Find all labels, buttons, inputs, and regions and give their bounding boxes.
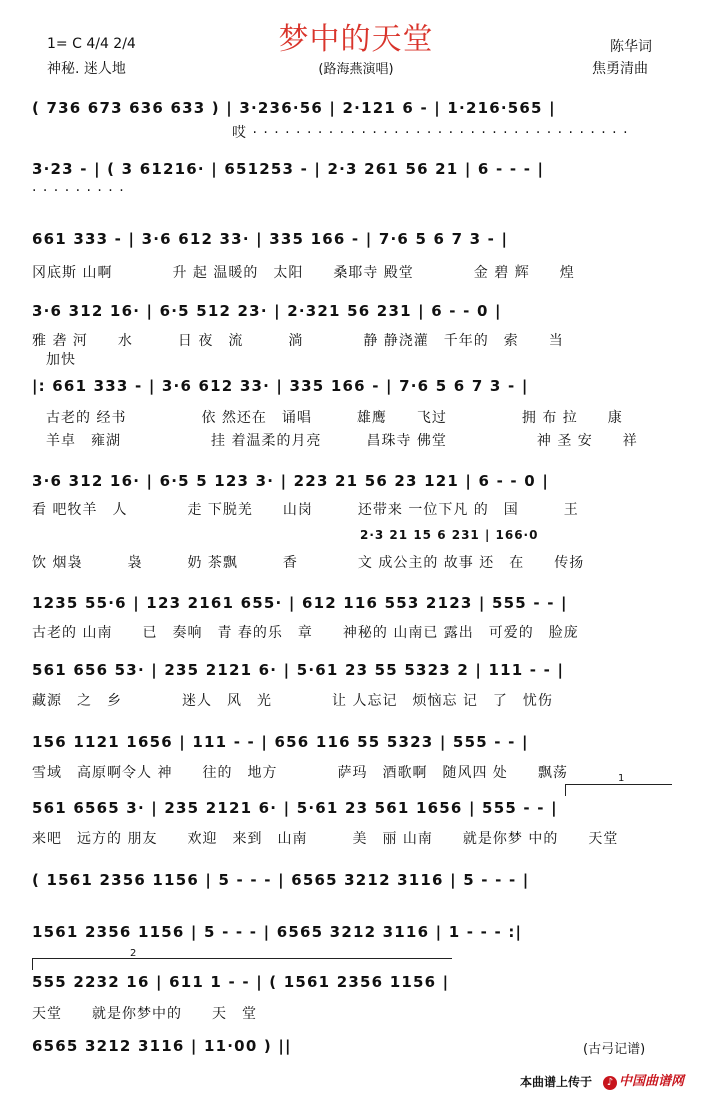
volta-bracket-1 [565, 784, 672, 785]
notation-line: 156 1121 1656 | 111 - - | 656 116 55 5323 | 555 - - | [32, 733, 529, 751]
notation-line: 3·23 - | ( 3 61216· | 651253 - | 2·3 261 56 21 | 6 - - - | [32, 160, 545, 178]
notation-line: 3·6 312 16· | 6·5 5 123 3· | 223 21 56 23 121 | 6 - - 0 | [32, 472, 550, 490]
lyric-line: 哎 · · · · · · · · · · · · · · · · · · · · · · · · · · · · · · · · · · · [232, 125, 629, 141]
notation-line: ( 736 673 636 633 ) | 3·236·56 | 2·121 6 - | 1·216·565 | [32, 99, 556, 117]
lyric-line: 雅 砻 河 水 日 夜 流 淌 静 静浇灌 千年的 索 当 [32, 333, 564, 349]
volta-number-1: 1 [618, 773, 625, 784]
site-logo-icon: ♪ [603, 1076, 617, 1090]
site-logo-text: 中国曲谱网 [619, 1074, 685, 1089]
lyric-line: · · · · · · · · · [32, 183, 125, 199]
volta-bracket-2 [32, 958, 452, 959]
lyric-line: 天堂 就是你梦中的 天 堂 [32, 1006, 257, 1022]
lyric-line: 古老的 山南 已 奏响 青 春的乐 章 神秘的 山南已 露出 可爱的 脸庞 [32, 625, 579, 641]
volta-bracket-2-edge [32, 958, 33, 970]
song-title: 梦中的天堂 [278, 22, 434, 57]
notation-line: 6565 3212 3116 | 11·00 ) || [32, 1037, 292, 1055]
lyric-line: 来吧 远方的 朋友 欢迎 来到 山南 美 丽 山南 就是你梦 中的 天堂 [32, 831, 619, 847]
notation-credit: (古弓记谱) [583, 1042, 646, 1057]
lyric-line: 羊卓 雍湖 挂 着温柔的月亮 昌珠寺 佛堂 神 圣 安 祥 [46, 433, 638, 449]
lyric-line: 冈底斯 山啊 升 起 温暖的 太阳 桑耶寺 殿堂 金 碧 辉 煌 [32, 265, 575, 281]
site-logo[interactable] [603, 1070, 684, 1090]
notation-line: 555 2232 16 | 611 1 - - | ( 1561 2356 1156 | [32, 973, 450, 991]
notation-line: |: 661 333 - | 3·6 612 33· | 335 166 - | 7·6 5 6 7 3 - | [32, 377, 529, 395]
notation-line: 3·6 312 16· | 6·5 512 23· | 2·321 56 231 | 6 - - 0 | [32, 302, 502, 320]
upload-text: 本曲谱上传于 [520, 1075, 593, 1089]
notation-line: 1561 2356 1156 | 5 - - - | 6565 3212 3116 | 1 - - - :| [32, 923, 523, 941]
lyric-line: 看 吧牧羊 人 走 下脱羌 山岗 还带来 一位下凡 的 国 王 [32, 502, 579, 518]
lyric-line: 古老的 经书 依 然还在 诵唱 雄鹰 飞过 拥 布 拉 康 [46, 410, 623, 426]
notation-line-alt: 2·3 21 15 6 231 | 166·0 [360, 528, 539, 542]
tempo-marking: 加快 [46, 352, 76, 368]
lyric-line: 藏源 之 乡 迷人 风 光 让 人忘记 烦恼忘 记 了 忧伤 [32, 693, 553, 709]
notation-line: 561 6565 3· | 235 2121 6· | 5·61 23 561 1656 | 555 - - | [32, 799, 558, 817]
singer-credit: (路海燕演唱) [318, 62, 394, 77]
volta-bracket-1-edge [565, 784, 566, 796]
key-signature: 1= C 4/4 2/4 [47, 36, 136, 52]
notation-line: 1235 55·6 | 123 2161 655· | 612 116 553 2123 | 555 - - | [32, 594, 568, 612]
style-marking: 神秘. 迷人地 [47, 61, 126, 77]
notation-line: ( 1561 2356 1156 | 5 - - - | 6565 3212 3116 | 5 - - - | [32, 871, 530, 889]
notation-line: 661 333 - | 3·6 612 33· | 335 166 - | 7·6 5 6 7 3 - | [32, 230, 509, 248]
lyric-line: 雪域 高原啊令人 神 往的 地方 萨玛 酒歌啊 随风四 处 飘荡 [32, 765, 568, 781]
notation-line: 561 656 53· | 235 2121 6· | 5·61 23 55 5323 2 | 111 - - | [32, 661, 565, 679]
volta-number-2: 2 [130, 948, 137, 959]
lyricist-credit: 陈华词 [610, 39, 652, 55]
lyric-line: 饮 烟袅 袅 奶 茶飘 香 文 成公主的 故事 还 在 传扬 [32, 555, 585, 571]
composer-credit: 焦勇清曲 [592, 61, 648, 77]
